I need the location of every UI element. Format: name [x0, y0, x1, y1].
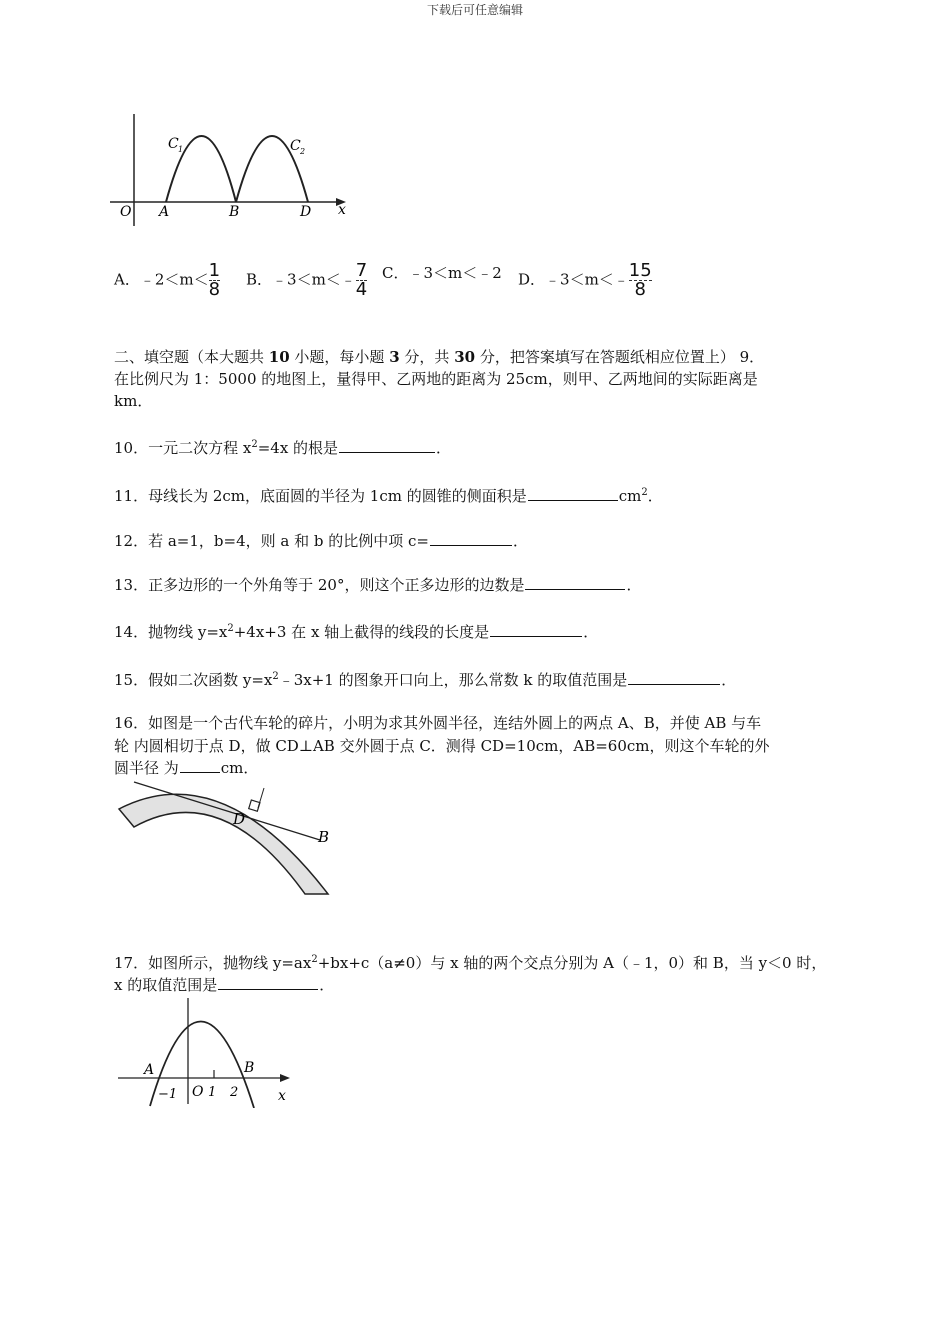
label-b: B	[244, 1060, 255, 1076]
page-header: 下载后可任意编辑	[426, 3, 523, 17]
label-c2: C	[290, 138, 301, 154]
label-neg1: −1	[158, 1087, 178, 1102]
answer-blank[interactable]	[218, 975, 318, 990]
q15: 15．假如二次函数 $y=x^2﹣3x+1$ 的图象开口向上，那么常数 k 的取值范围是 ．	[114, 671, 737, 689]
label-c1-sub: 1	[178, 145, 184, 154]
answer-blank[interactable]	[525, 575, 625, 590]
figure-parabolas-c1-c2	[110, 110, 360, 235]
option-d: D．﹣3＜m＜﹣ $\frac{15}{8}$	[518, 260, 652, 300]
q17-line2: x 的取值范围是 ．	[114, 976, 335, 994]
label-c2-sub: 2	[300, 147, 306, 156]
figure-wheel-fragment	[112, 776, 342, 901]
answer-blank[interactable]	[180, 758, 220, 773]
label-a: A	[144, 1062, 155, 1078]
label-x: x	[278, 1088, 286, 1104]
label-1: 1	[208, 1085, 217, 1100]
label-o: O	[120, 204, 132, 220]
answer-blank[interactable]	[490, 622, 582, 637]
option-a: A．﹣2＜m＜ $\frac{1}{8}$	[114, 260, 221, 300]
q12: 12．若 a=1，b=4，则 a 和 b 的比例中项 c= ．	[114, 532, 528, 550]
q11: 11．母线长为 2cm，底面圆的半径为 1cm 的圆锥的侧面积是 $cm^2$．	[114, 487, 663, 505]
q9-unit: km．	[114, 392, 153, 410]
option-c: C．﹣3＜m＜﹣2	[382, 264, 502, 282]
q17-line1: 17．如图所示，抛物线 $y=ax^2+bx+c(a\ne 0)$与 x 轴的两个交点分别为 A（﹣1，0）和 B，当 y＜0 时，	[114, 954, 827, 972]
label-c1: C	[168, 136, 179, 152]
label-x: x	[338, 202, 346, 218]
answer-blank[interactable]	[628, 670, 720, 685]
label-b: B	[229, 204, 240, 220]
answer-blank[interactable]	[528, 486, 618, 501]
q16-line1: 16．如图是一个古代车轮的碎片，小明为求其外圆半径，连结外圆上的两点 A、B，并使 AB 与车	[114, 714, 762, 732]
label-d: D	[300, 204, 312, 220]
q16-line2: 轮 内圆相切于点 D，做 CD⊥AB 交外圆于点 C．测得 CD=10cm，AB=60cm，则这个车轮的外	[114, 737, 770, 755]
label-b: B	[318, 828, 330, 846]
label-2: 2	[230, 1085, 239, 1100]
answer-blank[interactable]	[430, 531, 512, 546]
q13: 13．正多边形的一个外角等于 20°，则这个正多边形的边数是 ．	[114, 576, 642, 594]
section2-heading: 二、填空题（本大题共 10 小题，每小题 3 分，共 30 分，把答案填写在答题纸相应位置上） 9．	[114, 348, 765, 366]
figure-parabola-ab	[112, 996, 302, 1108]
q9-text: 在比例尺为 1：5000 的地图上，量得甲、乙两地的距离为 25cm，则甲、乙两地间的实际距离是	[114, 370, 758, 388]
label-a: A	[159, 204, 170, 220]
q10: 10．一元二次方程 $x^2=4x$ 的根是 ．	[114, 439, 452, 457]
option-b: B．﹣3＜m＜﹣ $\frac{7}{4}$	[246, 260, 368, 300]
label-d: D	[233, 810, 246, 828]
answer-blank[interactable]	[339, 438, 435, 453]
q16-line3: 圆半径 为 cm．	[114, 759, 259, 777]
q14: 14．抛物线 $y=x^2+4x+3$ 在 x 轴上截得的线段的长度是 ．	[114, 623, 599, 641]
label-o: O	[192, 1084, 204, 1100]
